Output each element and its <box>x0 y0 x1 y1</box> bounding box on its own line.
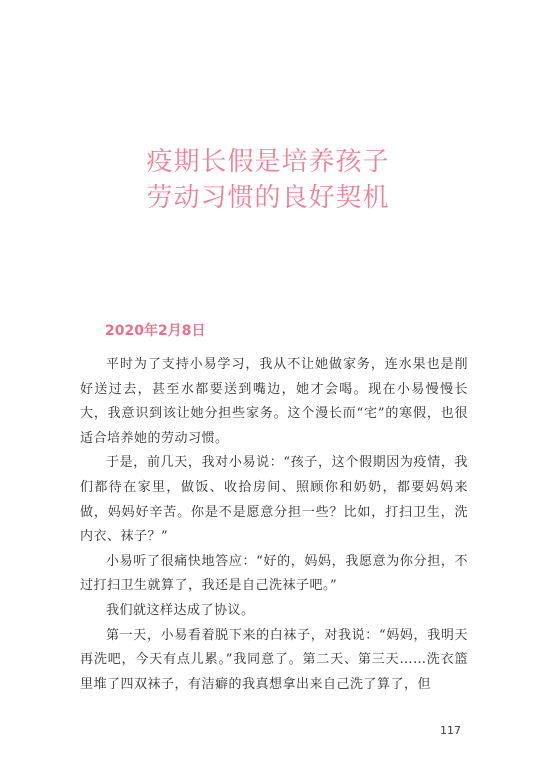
paragraph-1: 平时为了支持小易学习，我从不让她做家务，连水果也是削好送过去，甚至水都要送到嘴边，她才会喝。现在小易慢慢长大，我意识到该让她分担些家务。这个漫长而“宅”的寒假，也很适合培养她的劳动习惯。 <box>80 357 468 446</box>
paragraph-3: 小易听了很痛快地答应：“好的，妈妈，我愿意为你分担，不过打扫卫生就算了，我还是自己洗袜子吧。” <box>80 553 468 594</box>
page-number: 117 <box>440 724 461 737</box>
body-text <box>80 353 468 697</box>
entry-date: 2020年2月8日 <box>105 323 206 339</box>
paragraph-2: 于是，前几天，我对小易说：“孩子，这个假期因为疫情，我们都待在家里，做饭、收拾房间、照顾你和奶奶，都要妈妈来做，妈妈好辛苦。你是不是愿意分担一些？比如，打扫卫生，洗内衣、袜子？” <box>80 455 468 545</box>
chapter-title-line-1: 疫期长假是培养孩子 <box>146 147 390 177</box>
paragraph-4: 我们就这样达成了协议。 <box>106 602 255 618</box>
paragraph-5: 第一天，小易看着脱下来的白袜子，对我说：“妈妈，我明天再洗吧，今天有点儿累。”我同意了。第二天、第三天……洗衣篮里堆了四双袜子，有洁癖的我真想拿出来自己洗了算了，但 <box>80 627 468 692</box>
chapter-title-line-2: 劳动习惯的良好契机 <box>146 183 390 213</box>
